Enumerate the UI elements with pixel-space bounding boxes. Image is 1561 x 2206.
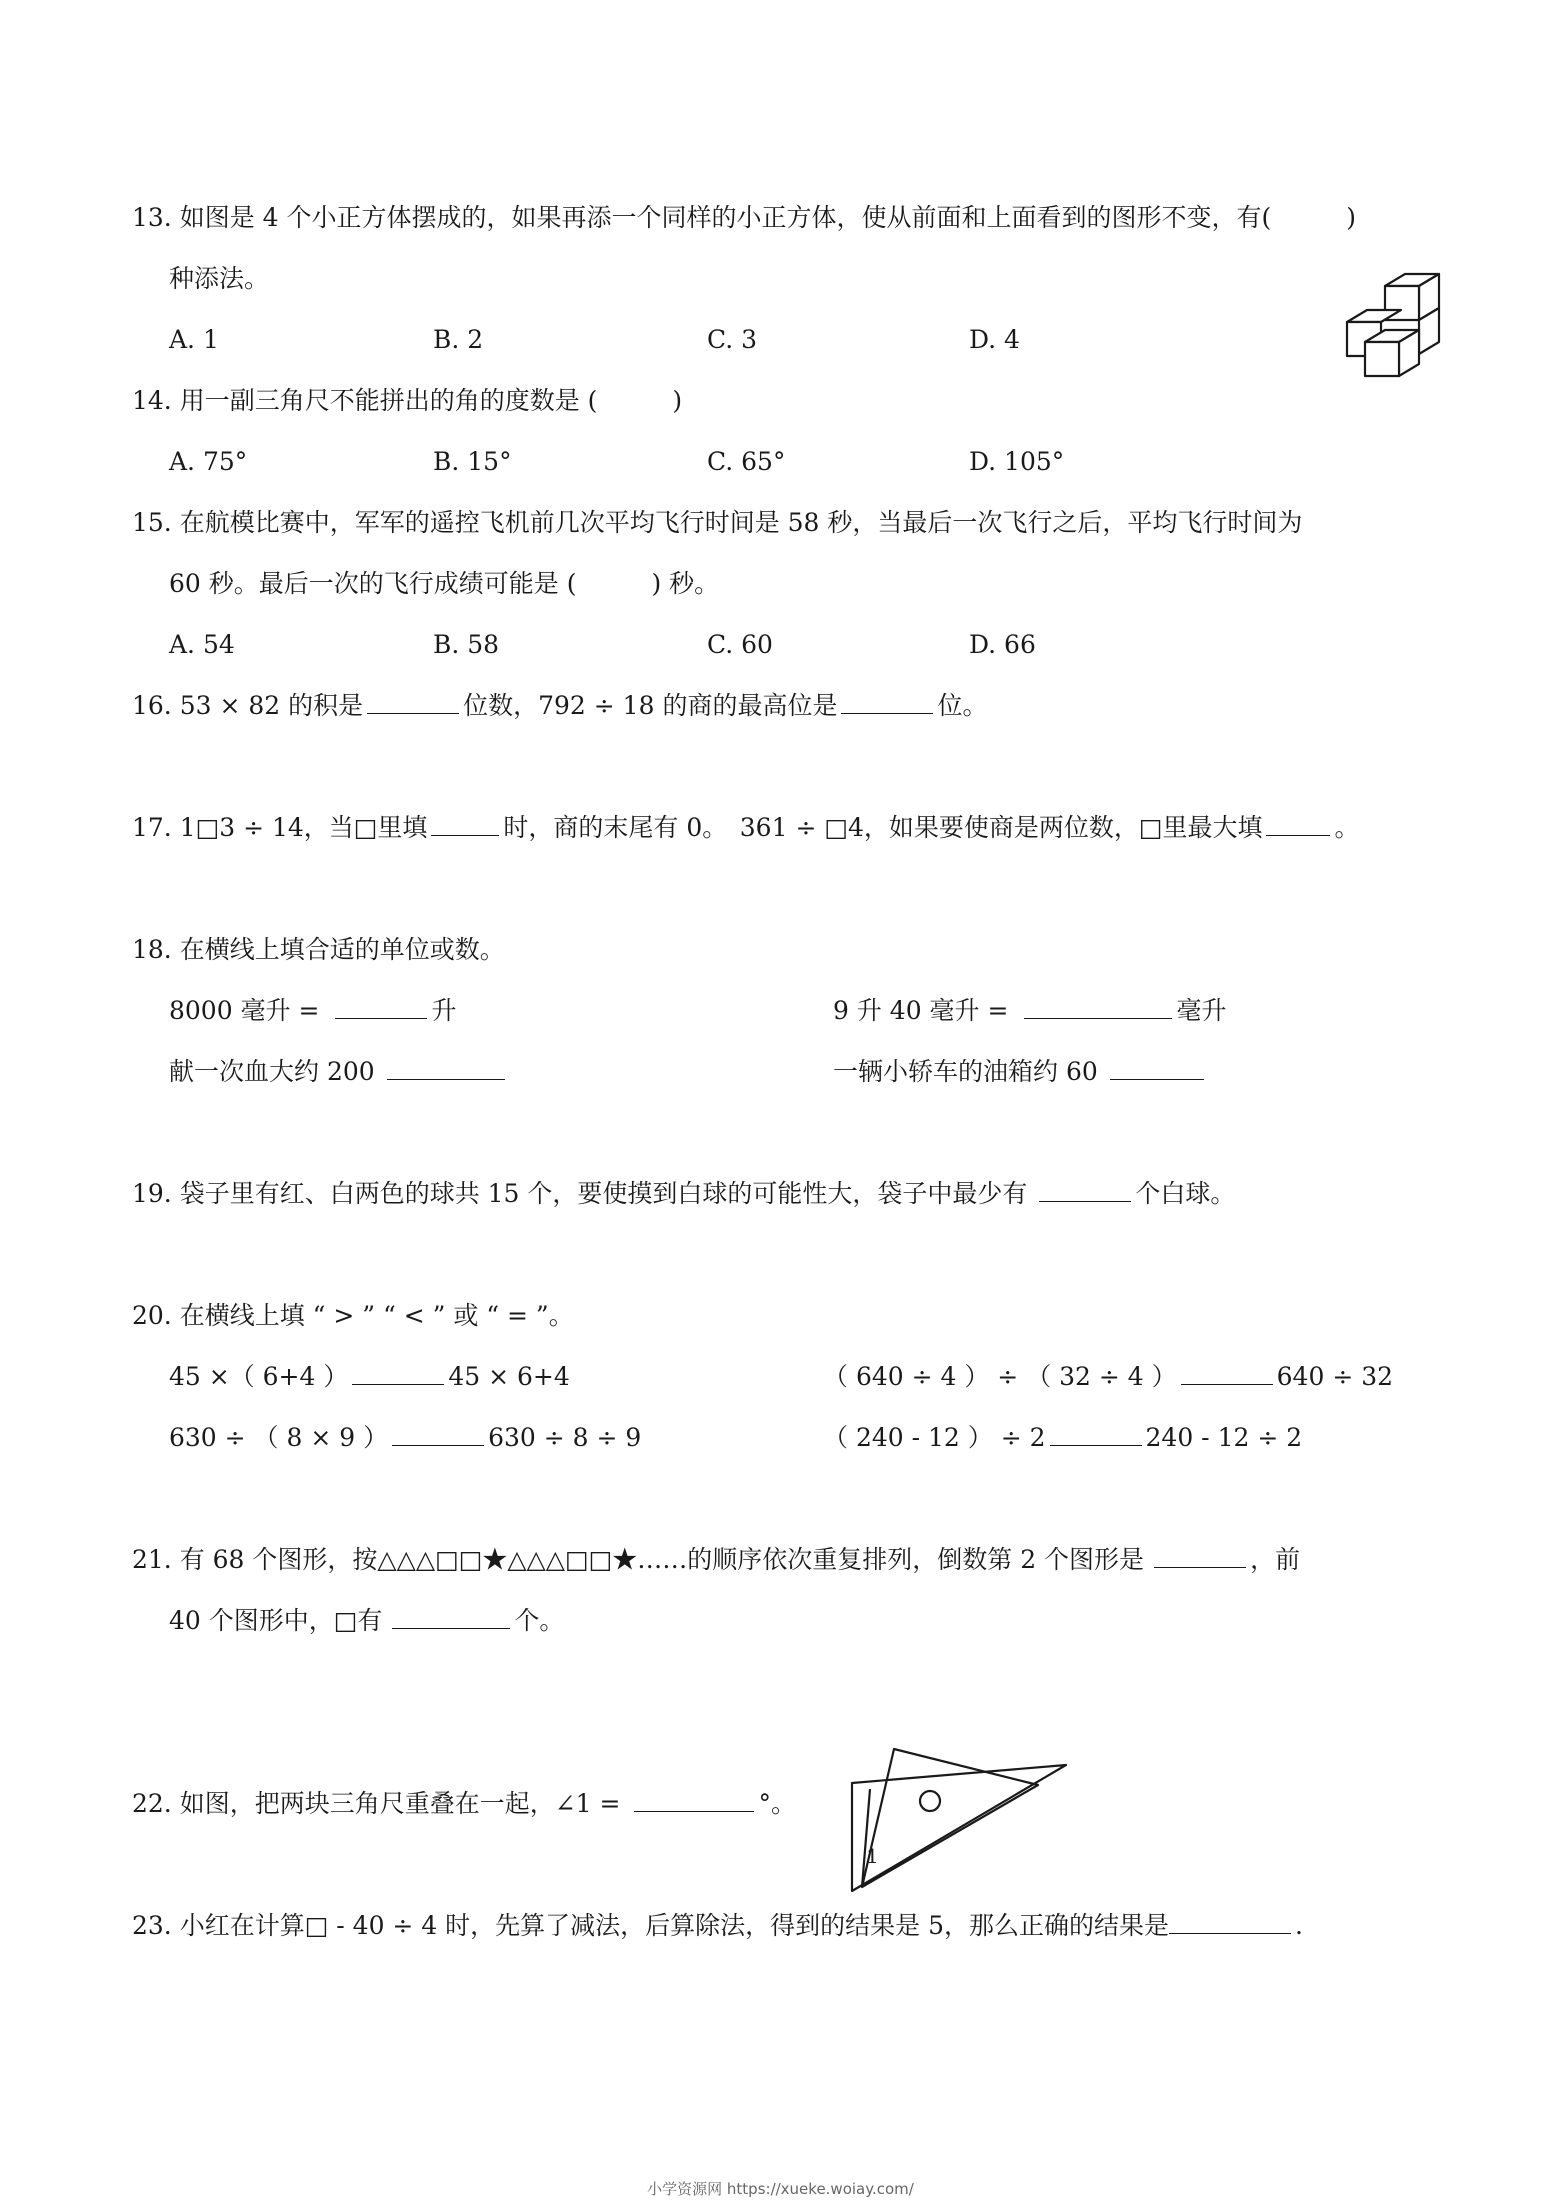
angle-1-label: 1	[866, 1844, 879, 1868]
q18-item-d	[833, 1055, 1208, 1089]
q21-blank-1[interactable]	[1154, 1543, 1246, 1568]
q18-a-right: 升	[431, 996, 457, 1025]
q18-d-left: 一辆小轿车的油箱约 60	[833, 1057, 1098, 1086]
q22-blank[interactable]	[634, 1787, 754, 1812]
q20-a-left: 45 ×（ 6+4 ）	[169, 1362, 349, 1391]
q18-b-left: 9 升 40 毫升 =	[833, 996, 1009, 1025]
q16-part3: 位。	[937, 691, 988, 720]
q16-blank-2[interactable]	[841, 689, 933, 714]
q15-line1: 15. 在航模比赛中，军军的遥控飞机前几次平均飞行时间是 58 秒，当最后一次飞行之后，平均飞行时间为	[132, 508, 1303, 537]
q20-a-right: 45 × 6+4	[448, 1362, 570, 1391]
q20-c-left: 630 ÷ （ 8 × 9 ）	[169, 1423, 389, 1452]
q21-line1b: ，前	[1250, 1545, 1301, 1574]
q15-option-d: D. 66	[969, 630, 1036, 659]
q19-part2: 个白球。	[1135, 1179, 1236, 1208]
q14-option-c: C. 65°	[707, 447, 786, 476]
q16-blank-1[interactable]	[367, 689, 459, 714]
q20-item-b	[823, 1360, 1393, 1394]
q17	[132, 811, 1360, 845]
q22	[132, 1787, 796, 1821]
q21-line1a: 21. 有 68 个图形，按△△△□□★△△△□□★……的顺序依次重复排列，倒数第 2 个图形是	[132, 1545, 1145, 1574]
q18-item-a	[169, 994, 456, 1028]
q19-part1: 19. 袋子里有红、白两色的球共 15 个，要使摸到白球的可能性大，袋子中最少有	[132, 1179, 1028, 1208]
q20-blank-a[interactable]	[352, 1360, 444, 1385]
q21-line1	[132, 1543, 1300, 1577]
q17-blank-1[interactable]	[431, 811, 499, 836]
q18-a-left: 8000 毫升 =	[169, 996, 320, 1025]
q18-blank-c[interactable]	[387, 1055, 505, 1080]
q20-d-left: （ 240 - 12 ） ÷ 2	[823, 1423, 1046, 1452]
q17-part1: 17. 1□3 ÷ 14，当□里填	[132, 813, 428, 842]
q17-part3: 。	[1334, 813, 1360, 842]
q20-item-c	[169, 1421, 641, 1455]
q18-c-left: 献一次血大约 200	[169, 1057, 375, 1086]
q23	[132, 1909, 1303, 1943]
q17-blank-2[interactable]	[1266, 811, 1330, 836]
q17-part2: 时，商的末尾有 0。 361 ÷ □4，如果要使商是两位数，□里最大填	[503, 813, 1263, 842]
q16-part1: 16. 53 × 82 的积是	[132, 691, 364, 720]
q14-option-d: D. 105°	[969, 447, 1065, 476]
q20-blank-c[interactable]	[392, 1421, 484, 1446]
q21-line2	[169, 1604, 564, 1638]
q23-part2: .	[1295, 1911, 1303, 1940]
q20-blank-b[interactable]	[1181, 1360, 1273, 1385]
q20-item-a	[169, 1360, 570, 1394]
q21-line2a: 40 个图形中，□有	[169, 1606, 383, 1635]
q19-blank[interactable]	[1039, 1177, 1131, 1202]
q21-blank-2[interactable]	[392, 1604, 510, 1629]
q14-stem: 14. 用一副三角尺不能拼出的角的度数是 ( )	[132, 386, 683, 415]
q15-option-c: C. 60	[707, 630, 773, 659]
q15-line2: 60 秒。最后一次的飞行成绩可能是 ( ) 秒。	[169, 569, 720, 598]
set-squares-figure	[850, 1745, 1072, 1893]
q20-blank-d[interactable]	[1050, 1421, 1142, 1446]
q14-option-a: A. 75°	[169, 447, 248, 476]
q13-option-a: A. 1	[169, 325, 219, 354]
q15-option-a: A. 54	[169, 630, 235, 659]
q20-b-right: 640 ÷ 32	[1276, 1362, 1394, 1391]
q20-d-right: 240 - 12 ÷ 2	[1145, 1423, 1303, 1452]
q22-part2: °。	[758, 1789, 796, 1818]
q18-blank-d[interactable]	[1110, 1055, 1204, 1080]
q18-stem: 18. 在横线上填合适的单位或数。	[132, 935, 505, 964]
q13-option-b: B. 2	[433, 325, 484, 354]
q20-item-d	[823, 1421, 1302, 1455]
q13-option-d: D. 4	[969, 325, 1020, 354]
q16	[132, 689, 987, 723]
q20-stem: 20. 在横线上填 “ > ” “ < ” 或 “ = ”。	[132, 1301, 574, 1330]
q18-item-c	[169, 1055, 509, 1089]
q13-line2: 种添法。	[169, 264, 270, 293]
q16-part2: 位数，792 ÷ 18 的商的最高位是	[463, 691, 838, 720]
q13-option-c: C. 3	[707, 325, 758, 354]
q18-blank-a[interactable]	[335, 994, 427, 1019]
q23-part1: 23. 小红在计算□ - 40 ÷ 4 时，先算了减法，后算除法，得到的结果是 5，那么正确的结果是	[132, 1911, 1170, 1940]
q21-line2b: 个。	[514, 1606, 565, 1635]
q23-blank[interactable]	[1169, 1909, 1291, 1934]
q20-b-left: （ 640 ÷ 4 ） ÷ （ 32 ÷ 4 ）	[823, 1362, 1177, 1391]
page-footer: 小学资源网 https://xueke.woiay.com/	[647, 2180, 914, 2198]
q20-c-right: 630 ÷ 8 ÷ 9	[488, 1423, 642, 1452]
q18-blank-b[interactable]	[1024, 994, 1172, 1019]
q22-part1: 22. 如图，把两块三角尺重叠在一起，∠1 =	[132, 1789, 621, 1818]
q13-line1: 13. 如图是 4 个小正方体摆成的，如果再添一个同样的小正方体，使从前面和上面看到的图形不变，有( )	[132, 203, 1357, 232]
q19	[132, 1177, 1235, 1211]
q18-b-right: 毫升	[1176, 996, 1227, 1025]
q14-option-b: B. 15°	[433, 447, 512, 476]
q18-item-b	[833, 994, 1226, 1028]
q15-option-b: B. 58	[433, 630, 500, 659]
cubes-figure	[1345, 270, 1445, 386]
